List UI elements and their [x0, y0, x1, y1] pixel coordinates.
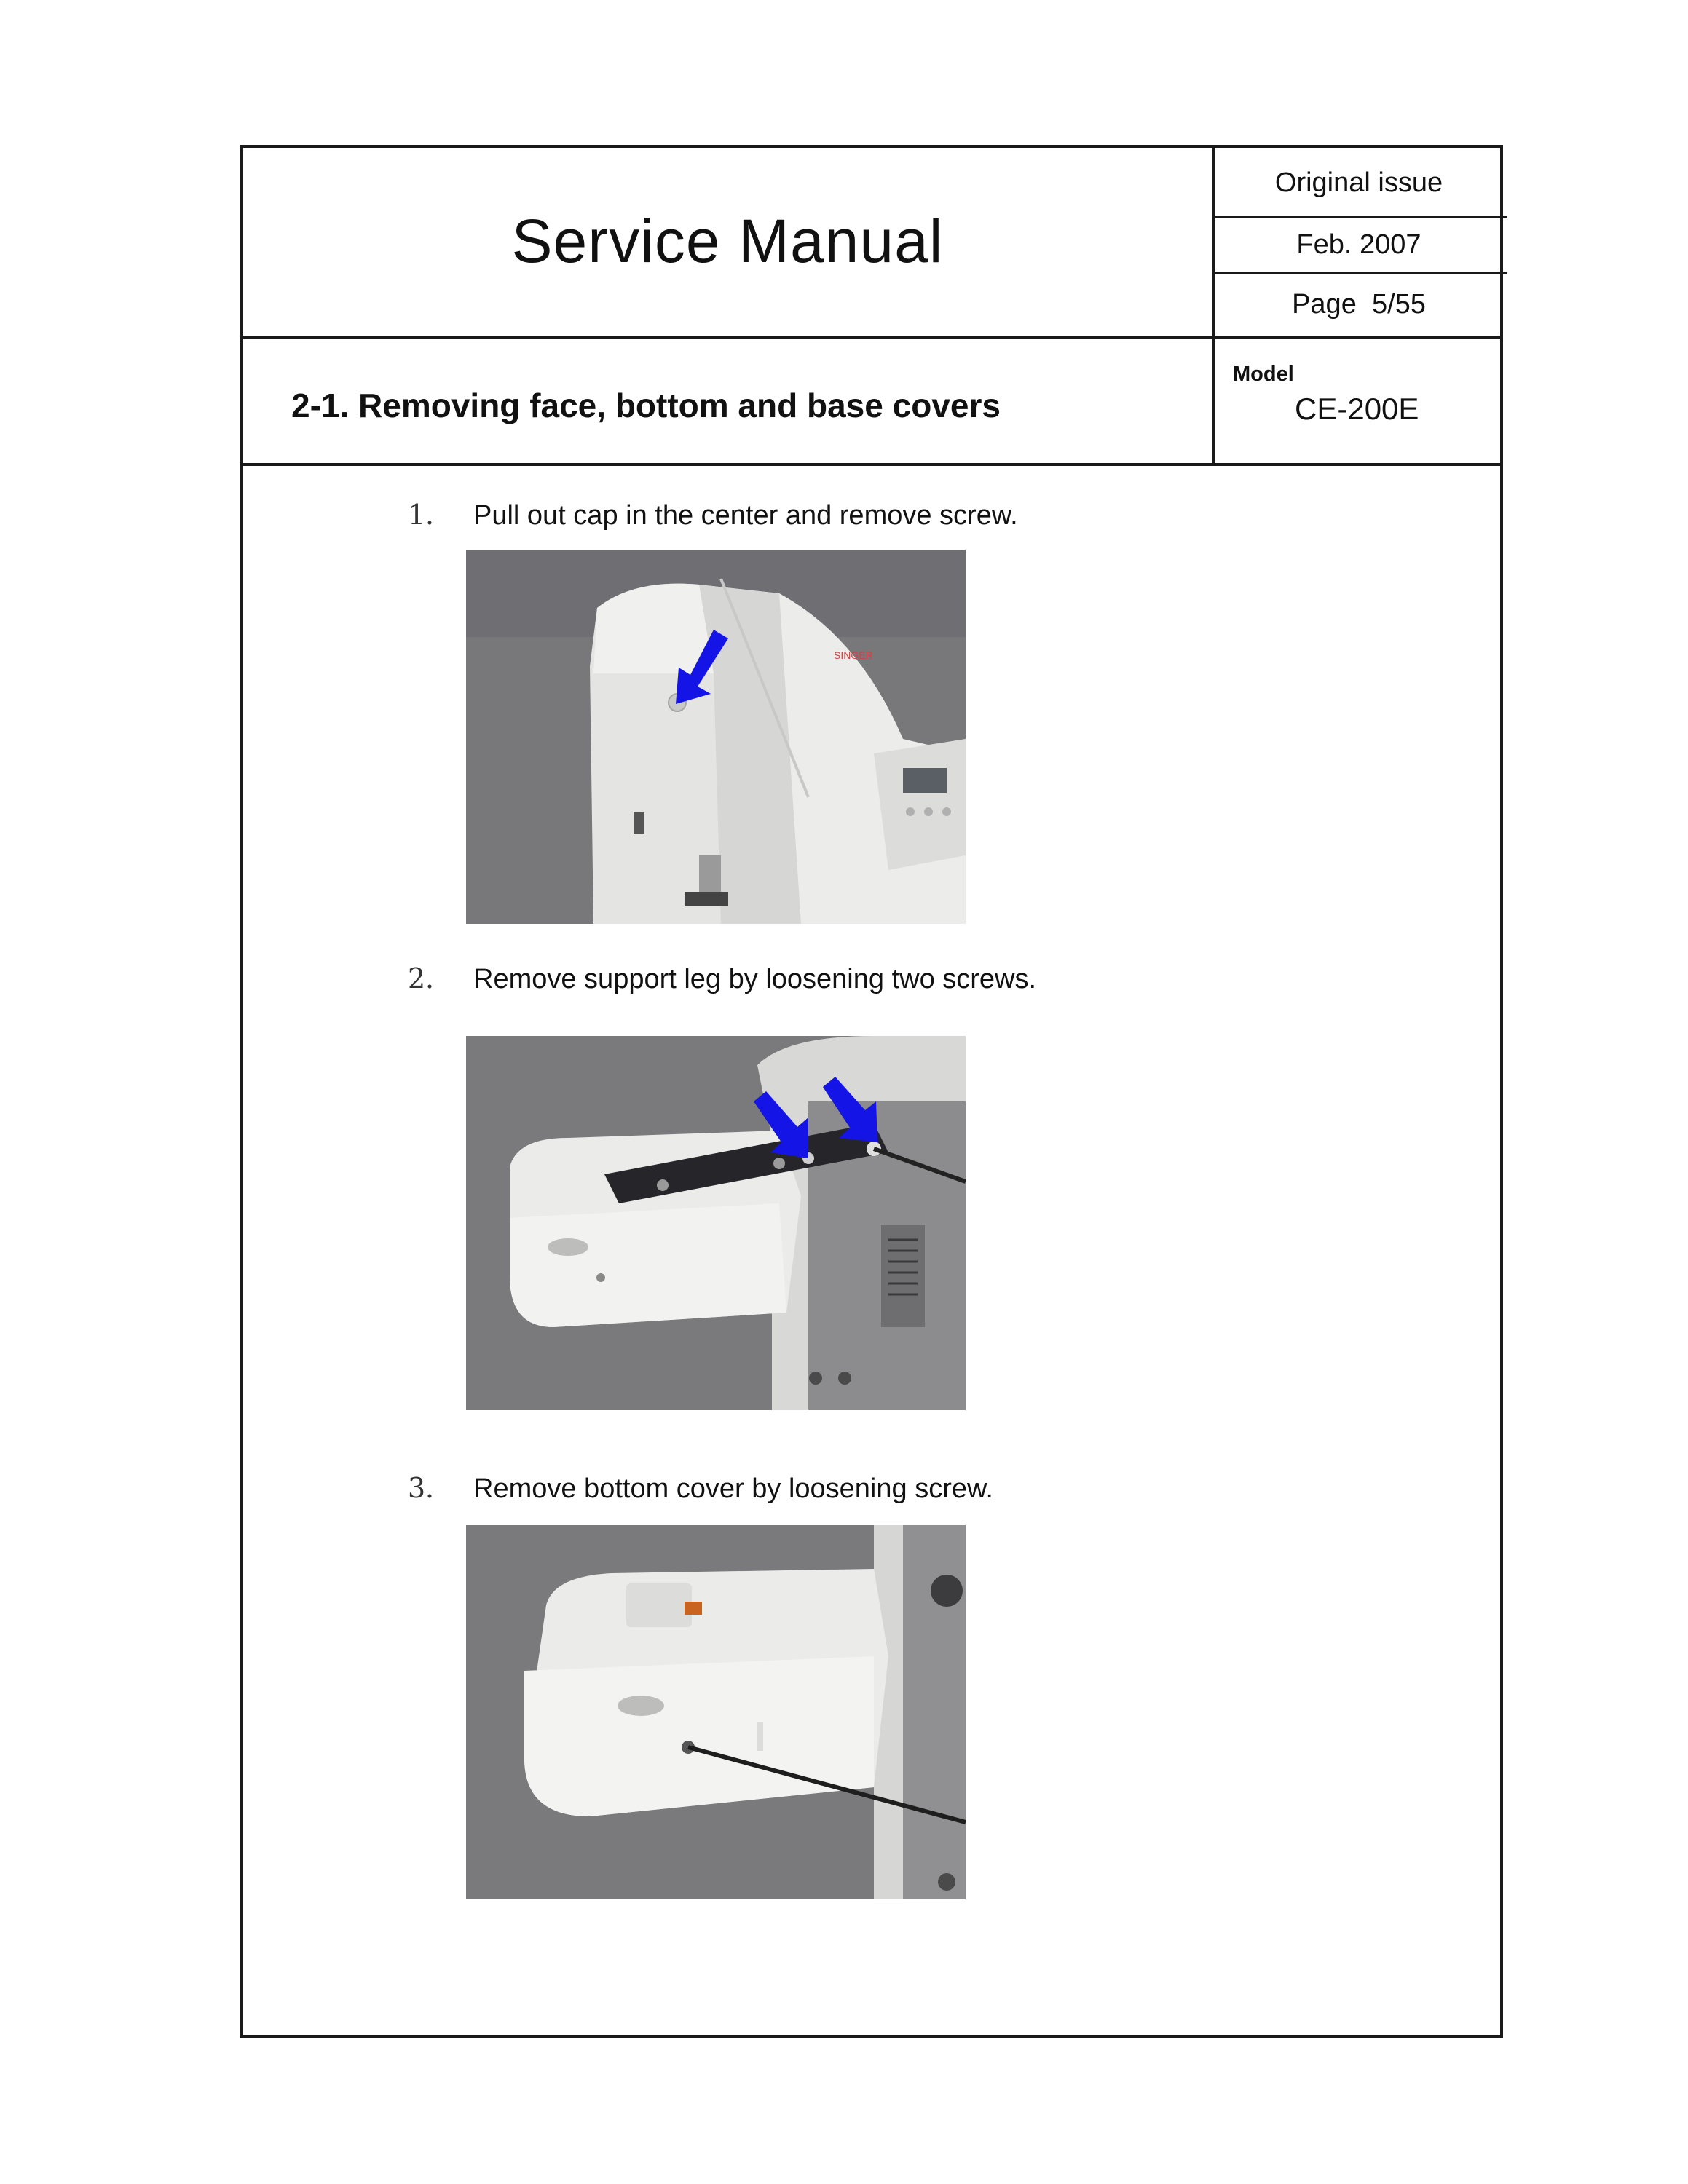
- sewing-machine-face-cover-image: [466, 550, 966, 924]
- step-3-photo: [466, 1525, 966, 1899]
- issue-date: Feb. 2007: [1296, 229, 1421, 260]
- page-title: Service Manual: [511, 206, 944, 275]
- svg-text:SINGER: SINGER: [834, 649, 873, 661]
- step-text: Remove bottom cover by loosening screw.: [473, 1473, 993, 1504]
- sewing-machine-bottom-cover-image: [466, 1525, 966, 1899]
- step-2-photo: [466, 1036, 966, 1410]
- step-text: Remove support leg by loosening two screws.: [473, 964, 1037, 994]
- model-value: CE-200E: [1295, 392, 1419, 426]
- step-2: [408, 956, 1036, 996]
- step-3: [408, 1465, 993, 1506]
- header-divider-2: [240, 463, 1503, 466]
- page-label: Page: [1292, 289, 1357, 320]
- page-number: 5/55: [1371, 289, 1426, 320]
- step-number: 1．: [408, 499, 454, 531]
- section-title: 2-1. Removing face, bottom and base covers: [291, 387, 1001, 424]
- step-number: 3．: [408, 1472, 454, 1504]
- page-indicator: [1215, 274, 1503, 336]
- step-text: Pull out cap in the center and remove screw.: [473, 500, 1018, 531]
- original-issue-label: Original issue: [1274, 167, 1443, 198]
- model-label: Model: [1233, 363, 1294, 386]
- step-number: 2．: [408, 962, 454, 994]
- step-1: [408, 492, 1018, 532]
- sewing-machine-support-leg-image: [466, 1036, 966, 1410]
- step-1-photo: [466, 550, 966, 924]
